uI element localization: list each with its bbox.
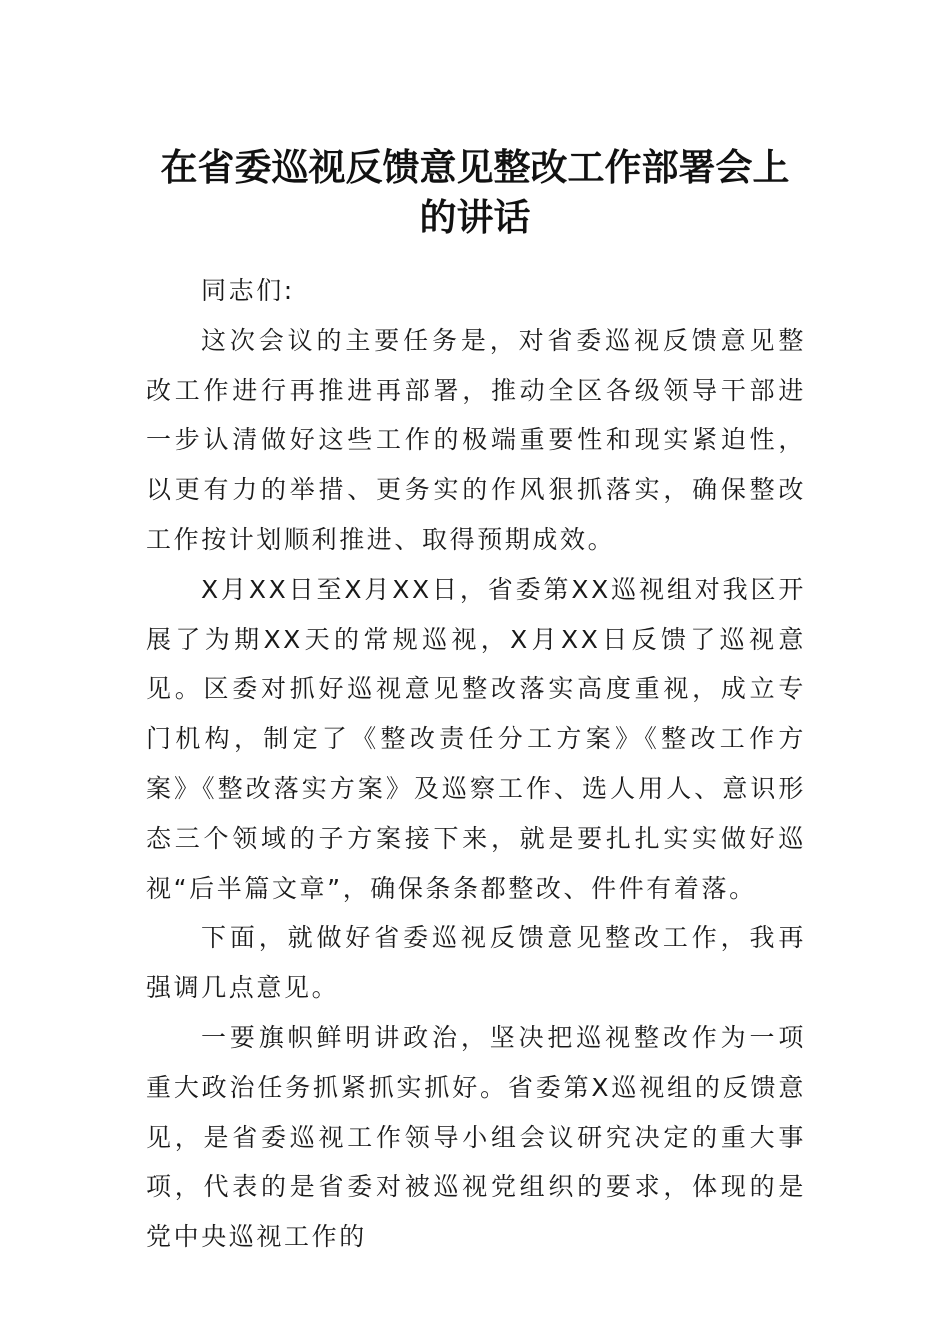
document-body: [146, 266, 806, 1262]
body-paragraph: 下面，就做好省委巡视反馈意见整改工作，我再强调几点意见。: [146, 923, 806, 1003]
document-title: 在省委巡视反馈意见整改工作部署会上的讲话: [160, 145, 790, 239]
body-paragraph: 这次会议的主要任务是，对省委巡视反馈意见整改工作进行再推进再部署，推动全区各级领导干部进一步认清做好这些工作的极端重要性和现实紧迫性，以更有力的举措、更务实的作风狠抓落实，确保整改工作按计划顺利推进、取得预期成效。: [146, 325, 806, 554]
body-paragraph: 一要旗帜鲜明讲政治，坚决把巡视整改作为一项重大政治任务抓紧抓实抓好。省委第X巡视组的反馈意见，是省委巡视工作领导小组会议研究决定的重大事项，代表的是省委对被巡视党组织的要求，体现的是党中央巡视工作的: [146, 1022, 806, 1252]
salutation-paragraph: 同志们:: [201, 276, 295, 305]
body-paragraph: X月XX日至X月XX日，省委第XX巡视组对我区开展了为期XX天的常规巡视，X月XX日反馈了巡视意见。区委对抓好巡视意见整改落实高度重视，成立专门机构，制定了《整改责任分工方案》《整改工作方案》《整改落实方案》及巡察工作、选人用人、意识形态三个领域的子方案接下来，就是要扎扎实实做好巡视“后半篇文章”，确保条条都整改、件件有着落。: [146, 574, 806, 903]
